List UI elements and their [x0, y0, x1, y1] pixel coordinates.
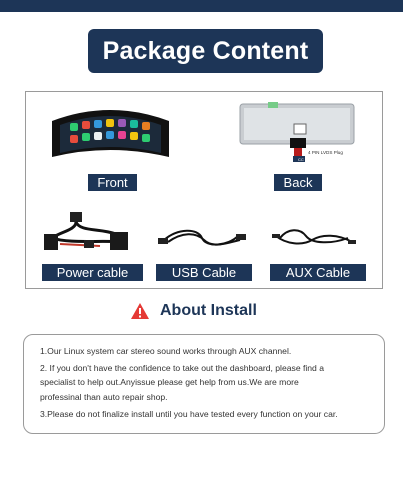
install-note-3: 3.Please do not finalize install until you have tested every function on your car. — [40, 408, 338, 419]
about-install-title: About Install — [160, 302, 257, 319]
back-unit-image — [238, 100, 356, 172]
warning-icon — [130, 302, 150, 320]
power-cable-image — [40, 210, 132, 260]
install-note-2b: specialist to help out.Anyissue please get help from us.We are more — [40, 377, 299, 388]
front-screen-image — [48, 103, 173, 163]
top-bar — [0, 0, 403, 12]
aux-cable-image — [272, 222, 356, 252]
front-label: Front — [88, 174, 137, 191]
page-title: Package Content — [88, 29, 323, 73]
plug-label: 4 PIN LVDS Plug — [308, 150, 343, 155]
install-notes-box — [23, 334, 385, 434]
about-install-heading — [130, 299, 290, 323]
back-label: Back — [274, 174, 322, 191]
power-cable-label: Power cable — [42, 264, 143, 281]
install-note-1: 1.Our Linux system car stereo sound works through AUX channel. — [40, 346, 292, 356]
install-note-2c: professinal than auto repair shop. — [40, 391, 168, 402]
usb-cable-label: USB Cable — [156, 264, 252, 281]
plug-tag: CC — [298, 157, 304, 162]
aux-cable-label: AUX Cable — [270, 264, 366, 281]
usb-cable-image — [158, 222, 246, 252]
install-note-2a: 2. If you don't have the confidence to take out the dashboard, please find a — [40, 363, 325, 374]
